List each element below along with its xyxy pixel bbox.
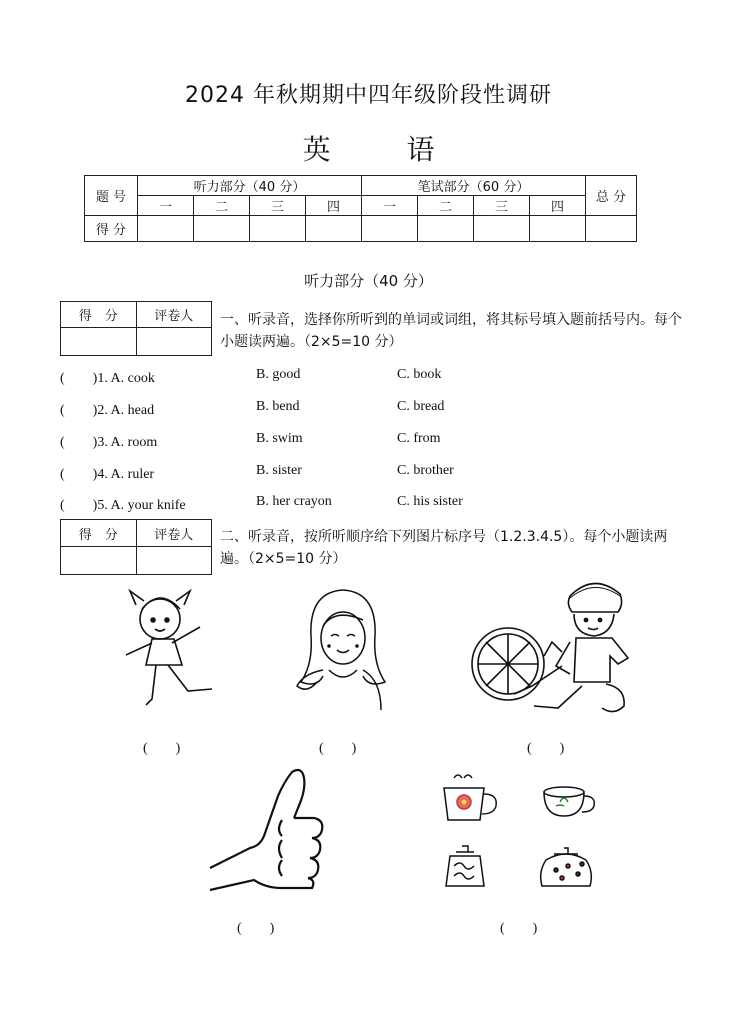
score-cell[interactable]	[418, 216, 474, 242]
grader-score-label: 得 分	[61, 520, 137, 547]
numeral-cell: 四	[306, 196, 362, 216]
question-1-heading: 一、听录音，选择你所听到的单词或词组，将其标号填入题前括号内。每个小题读两遍。（2×5=10 分）	[220, 312, 682, 350]
thumbs-up-image	[206, 768, 330, 894]
dancing-girl-image	[112, 585, 222, 715]
section-title: 听力部分（40 分）	[304, 272, 433, 290]
q1-option-b: B. bend	[256, 399, 300, 414]
q1-option-c: C. from	[397, 431, 441, 446]
answer-blank-3[interactable]: ( )	[527, 741, 565, 756]
total-header: 总 分	[586, 176, 637, 216]
grader-box	[60, 301, 212, 356]
answer-blank-2[interactable]: ( )	[319, 741, 357, 756]
numeral-cell: 二	[194, 196, 250, 216]
grader-name-cell[interactable]	[136, 547, 212, 575]
numeral-cell: 二	[418, 196, 474, 216]
score-cell[interactable]	[474, 216, 530, 242]
question-2-heading: 二、听录音，按所听顺序给下列图片标序号（1.2.3.4.5）。每个小题读两遍。（2×5=10 分）	[220, 529, 668, 567]
q1-item-1: ( )1. A. cook	[60, 371, 155, 386]
score-cell[interactable]	[586, 216, 637, 242]
q1-option-b: B. swim	[256, 431, 303, 446]
grader-name-cell[interactable]	[136, 328, 212, 356]
score-cell[interactable]	[250, 216, 306, 242]
q1-item-3: ( )3. A. room	[60, 435, 158, 450]
subject-title: 英 语	[302, 133, 459, 166]
score-cell[interactable]	[530, 216, 586, 242]
score-cell[interactable]	[362, 216, 418, 242]
q1-option-b: B. good	[256, 367, 301, 382]
grader-name-label: 评卷人	[136, 302, 212, 328]
score-row-label: 得 分	[85, 216, 138, 242]
numeral-cell: 一	[362, 196, 418, 216]
q1-option-b: B. her crayon	[256, 494, 332, 509]
grader-score-cell[interactable]	[61, 547, 137, 575]
grader-score-label: 得 分	[61, 302, 137, 328]
answer-blank-1[interactable]: ( )	[143, 741, 181, 756]
score-cell[interactable]	[138, 216, 194, 242]
q1-option-b: B. sister	[256, 463, 302, 478]
score-table	[84, 175, 637, 242]
numeral-cell: 四	[530, 196, 586, 216]
q1-option-c: C. book	[397, 367, 442, 382]
numeral-cell: 三	[250, 196, 306, 216]
score-cell[interactable]	[194, 216, 250, 242]
boy-fallen-bicycle-image	[466, 576, 636, 722]
numeral-cell: 三	[474, 196, 530, 216]
q1-option-c: C. brother	[397, 463, 454, 478]
answer-blank-5[interactable]: ( )	[500, 921, 538, 936]
page-title: 2024 年秋期期中四年级阶段性调研	[185, 83, 552, 108]
q1-item-5: ( )5. A. your knife	[60, 498, 186, 513]
numeral-cell: 一	[138, 196, 194, 216]
grader-score-cell[interactable]	[61, 328, 137, 356]
grader-name-label: 评卷人	[136, 520, 212, 547]
col-label: 题 号	[85, 176, 138, 216]
q1-item-2: ( )2. A. head	[60, 403, 155, 418]
q1-option-c: C. bread	[397, 399, 445, 414]
q1-option-c: C. his sister	[397, 494, 463, 509]
cups-and-pots-image	[436, 768, 606, 894]
q1-item-4: ( )4. A. ruler	[60, 467, 155, 482]
listening-header: 听力部分（40 分）	[138, 176, 362, 196]
score-cell[interactable]	[306, 216, 362, 242]
smiling-woman-image	[293, 586, 393, 716]
answer-blank-4[interactable]: ( )	[237, 921, 275, 936]
grader-box	[60, 519, 212, 575]
writing-header: 笔试部分（60 分）	[362, 176, 586, 196]
